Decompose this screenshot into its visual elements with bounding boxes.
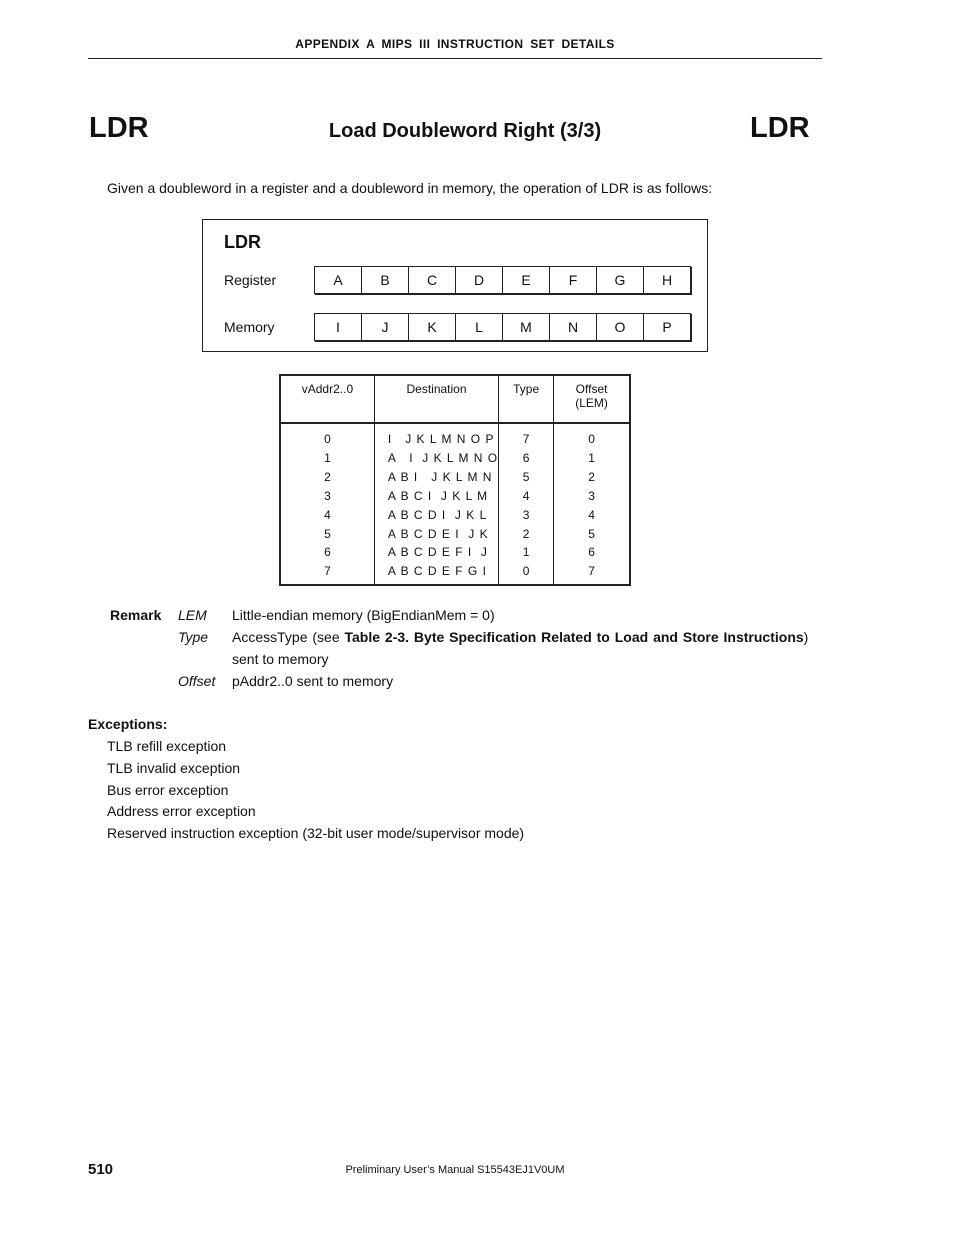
col-header-destination: Destination [374, 375, 498, 423]
remark-desc-lem: Little-endian memory (BigEndianMem = 0) [232, 607, 495, 623]
page-title: Load Doubleword Right (3/3) [328, 120, 602, 142]
cell-vaddr: 0 [280, 423, 374, 449]
memory-byte: N [550, 314, 597, 340]
cell-vaddr: 7 [280, 562, 374, 585]
cell-type: 5 [499, 468, 554, 487]
table-row [280, 543, 630, 562]
cell-destination: A B C D E I J K [374, 525, 498, 544]
table-reference-link: Table 2-3. Byte Specification Related to Load and Store Instructions [344, 629, 804, 645]
cell-type: 1 [499, 543, 554, 562]
col-header-vaddr: vAddr2..0 [280, 375, 374, 423]
register-byte: A [315, 267, 362, 293]
register-byte: B [362, 267, 409, 293]
memory-byte: M [503, 314, 550, 340]
exceptions-heading: Exceptions: [88, 716, 168, 732]
cell-vaddr: 3 [280, 487, 374, 506]
cell-vaddr: 4 [280, 506, 374, 525]
col-header-offset [554, 375, 630, 423]
table-row [280, 423, 630, 449]
cell-offset: 0 [588, 432, 595, 446]
remark-desc-type-after: ) [803, 629, 809, 645]
table-row [280, 487, 630, 506]
col-header-offset-line1: Offset [575, 382, 608, 396]
remark-term-type: Type [178, 629, 209, 645]
cell-vaddr: 6 [280, 543, 374, 562]
register-byte: F [550, 267, 597, 293]
cell-vaddr: 2 [280, 468, 374, 487]
cell-vaddr: 1 [280, 449, 374, 468]
register-bytes [314, 266, 691, 294]
cell-destination: A B I J K L M N [374, 468, 498, 487]
mnemonic-right: LDR [750, 112, 810, 144]
remark-desc-type [232, 629, 824, 645]
cell-type: 3 [499, 506, 554, 525]
exception-item: TLB invalid exception [107, 760, 241, 776]
cell-offset: 3 [588, 488, 595, 503]
ldr-diagram [202, 219, 708, 352]
cell-offset: 1 [588, 450, 595, 465]
memory-byte: J [362, 314, 409, 340]
cell-type: 7 [499, 423, 554, 449]
col-header-offset-line2: (LEM) [575, 396, 608, 410]
footer-text: Preliminary User’s Manual S15543EJ1V0UM [345, 1164, 565, 1176]
exception-item: Bus error exception [107, 782, 229, 798]
remark-label: Remark [110, 607, 162, 623]
cell-type: 0 [499, 562, 554, 585]
remark-desc-offset: pAddr2..0 sent to memory [232, 673, 394, 689]
cell-destination: A B C D I J K L [374, 506, 498, 525]
cell-type: 6 [499, 449, 554, 468]
memory-byte: P [662, 319, 672, 335]
register-byte: D [456, 267, 503, 293]
header-rule [88, 58, 822, 59]
ldr-operation-table [279, 374, 631, 586]
memory-byte: K [409, 314, 456, 340]
table-row [280, 562, 630, 585]
memory-label: Memory [224, 319, 275, 335]
memory-byte: L [456, 314, 503, 340]
cell-offset: 4 [588, 507, 595, 522]
remark-desc-type-cont: sent to memory [232, 651, 329, 667]
page-number: 510 [88, 1161, 114, 1178]
exception-item: Address error exception [107, 803, 256, 819]
cell-offset: 6 [588, 545, 595, 560]
register-label: Register [224, 272, 277, 288]
table-row [280, 525, 630, 544]
diagram-title: LDR [224, 232, 261, 252]
cell-vaddr: 5 [280, 525, 374, 544]
exception-item: Reserved instruction exception (32-bit user mode/supervisor mode) [107, 825, 525, 841]
cell-destination: A B C D E F G I [374, 562, 498, 585]
cell-offset: 5 [588, 526, 595, 541]
table-row [280, 449, 630, 468]
table-row [280, 506, 630, 525]
register-byte: C [409, 267, 456, 293]
cell-destination: I J K L M N O P [374, 423, 498, 449]
intro-paragraph: Given a doubleword in a register and a doubleword in memory, the operation of LDR is as follows: [107, 180, 713, 196]
register-byte: E [503, 267, 550, 293]
cell-destination: A B C D E F I J [374, 543, 498, 562]
cell-type: 4 [499, 487, 554, 506]
cell-destination: A B C I J K L M [374, 487, 498, 506]
memory-bytes [314, 313, 691, 341]
col-header-type: Type [499, 375, 554, 423]
remark-term-offset: Offset [178, 673, 216, 689]
cell-destination: A I J K L M N O [374, 449, 498, 468]
table-row [280, 468, 630, 487]
cell-offset: 7 [588, 564, 595, 579]
remark-desc-type-before: AccessType (see [232, 629, 345, 645]
mnemonic-left: LDR [89, 112, 149, 144]
register-byte: H [661, 272, 673, 288]
memory-byte: O [597, 314, 644, 340]
exception-item: TLB refill exception [107, 738, 227, 754]
register-byte: G [597, 267, 644, 293]
cell-type: 2 [499, 525, 554, 544]
running-header: APPENDIX A MIPS III INSTRUCTION SET DETAILS [295, 37, 615, 51]
table-header-row [280, 375, 630, 423]
cell-offset: 2 [588, 469, 595, 484]
remark-term-lem: LEM [178, 607, 207, 623]
memory-byte: I [315, 314, 362, 340]
